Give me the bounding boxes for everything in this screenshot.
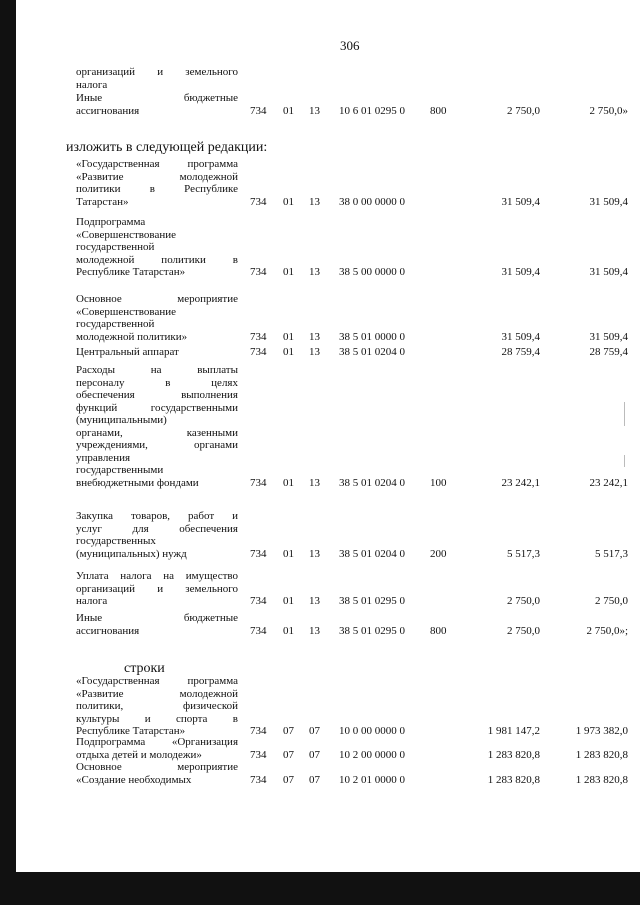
rz-cell: 01 — [283, 195, 294, 208]
row-name-line: государственными — [76, 464, 164, 476]
section-heading: изложить в следующей редакции: — [66, 140, 268, 155]
row-name-line: внебюджетными фондами — [76, 476, 199, 489]
sum-2017-cell: 31 509,4 — [589, 195, 628, 208]
pr-cell: 13 — [309, 476, 320, 489]
sum-2016-cell: 2 750,0 — [507, 624, 540, 637]
sum-2016-cell: 2 750,0 — [507, 104, 540, 117]
row-name-line: политики, физической — [76, 700, 238, 712]
csr-cell: 38 5 01 0204 0 — [339, 346, 405, 358]
sum-2016-cell: 1 283 820,8 — [487, 748, 540, 761]
row-name-line: молодежной политики в — [76, 253, 238, 266]
rz-cell: 01 — [283, 346, 294, 358]
row-name-line: органами, казенными — [76, 426, 238, 439]
table-row — [0, 66, 640, 91]
vr-cell: 100 — [430, 476, 447, 489]
sum-2016-cell: 28 759,4 — [501, 346, 540, 358]
table-row — [0, 364, 640, 489]
sum-2017-cell: 23 242,1 — [589, 476, 628, 489]
csr-cell: 10 6 01 0295 0 — [339, 104, 405, 117]
table-row — [0, 293, 640, 343]
row-name-line: ассигнования — [76, 104, 140, 117]
row-name-line: Центральный аппарат — [76, 346, 179, 358]
rz-cell: 07 — [283, 748, 294, 761]
csr-cell: 38 5 01 0204 0 — [339, 476, 405, 489]
vr-cell: 200 — [430, 547, 447, 560]
row-name-line: ассигнования — [76, 624, 140, 637]
row-name-line: (муниципальных) нужд — [76, 547, 187, 560]
pr-cell: 13 — [309, 266, 320, 278]
row-name — [76, 612, 238, 637]
ved-cell: 734 — [250, 624, 267, 637]
vr-cell: 800 — [430, 104, 447, 117]
rz-cell: 01 — [283, 595, 294, 607]
row-name-line: Подпрограмма — [76, 216, 146, 228]
sum-2016-cell: 1 981 147,2 — [487, 725, 540, 737]
table-row — [0, 612, 640, 637]
row-name-line: Основное мероприятие — [76, 761, 238, 773]
csr-cell: 10 2 00 0000 0 — [339, 748, 405, 761]
row-name-line: Татарстан» — [76, 195, 129, 208]
row-name-line: персоналу в целях — [76, 376, 238, 389]
sum-2016-cell: 31 509,4 — [501, 330, 540, 343]
row-name-line: Подпрограмма «Организация — [76, 736, 238, 748]
sum-2017-cell: 2 750,0 — [595, 595, 628, 607]
row-name-line: молодежной политики» — [76, 330, 188, 343]
table-row — [0, 510, 640, 560]
row-name-line: Уплата налога на имущество — [76, 570, 238, 582]
pr-cell: 07 — [309, 773, 320, 786]
rz-cell: 01 — [283, 330, 294, 343]
ved-cell: 734 — [250, 725, 267, 737]
row-name-line: политики в Республике — [76, 183, 238, 195]
row-name-line: «Развитие молодежной — [76, 687, 238, 700]
sum-2017-cell: 1 283 820,8 — [575, 773, 628, 786]
ved-cell: 734 — [250, 346, 267, 358]
row-name-line: учреждениями, органами — [76, 439, 238, 451]
scan-edge-bottom — [0, 872, 640, 905]
row-name-line: Иные бюджетные — [76, 92, 238, 104]
ved-cell: 734 — [250, 595, 267, 607]
pr-cell: 13 — [309, 330, 320, 343]
row-name-line: услуг для обеспечения — [76, 522, 238, 535]
ved-cell: 734 — [250, 195, 267, 208]
rz-cell: 01 — [283, 547, 294, 560]
row-name-line: Основное мероприятие — [76, 293, 238, 305]
sum-2016-cell: 1 283 820,8 — [487, 773, 540, 786]
row-name-line: Республике Татарстан» — [76, 725, 186, 737]
ved-cell: 734 — [250, 547, 267, 560]
row-name-line: культуры и спорта в — [76, 712, 238, 725]
row-name-line: Республике Татарстан» — [76, 266, 186, 278]
row-name-line: отдыха детей и молодежи» — [76, 748, 202, 761]
sum-2016-cell: 5 517,3 — [507, 547, 540, 560]
sum-2017-cell: 1 283 820,8 — [575, 748, 628, 761]
row-name — [76, 510, 238, 560]
row-name-line: (муниципальными) — [76, 414, 167, 426]
row-name — [76, 675, 238, 738]
sum-2017-cell: 2 750,0»; — [586, 624, 628, 637]
row-name — [76, 66, 238, 91]
rz-cell: 01 — [283, 266, 294, 278]
sum-2017-cell: 31 509,4 — [589, 266, 628, 278]
row-name — [76, 158, 238, 208]
csr-cell: 38 5 01 0295 0 — [339, 595, 405, 607]
row-name-line: «Создание необходимых — [76, 773, 192, 786]
table-row — [0, 158, 640, 208]
row-name-line: налога — [76, 78, 108, 91]
pr-cell: 13 — [309, 547, 320, 560]
row-name-line: Закупка товаров, работ и — [76, 510, 238, 522]
sum-2017-cell: 2 750,0» — [589, 104, 628, 117]
row-name-line: «Развитие молодежной — [76, 170, 238, 183]
row-name — [76, 736, 238, 761]
rz-cell: 01 — [283, 476, 294, 489]
row-name-line: обеспечения выполнения — [76, 389, 238, 401]
row-name-line: организаций и земельного — [76, 66, 238, 78]
section-heading: строки — [124, 661, 165, 676]
sum-2017-cell: 5 517,3 — [595, 547, 628, 560]
ved-cell: 734 — [250, 330, 267, 343]
table-row — [0, 761, 640, 786]
row-name-line: Иные бюджетные — [76, 612, 238, 624]
row-name-line: «Государственная программа — [76, 675, 238, 687]
csr-cell: 38 5 01 0295 0 — [339, 624, 405, 637]
rz-cell: 07 — [283, 725, 294, 737]
row-name-line: налога — [76, 595, 108, 607]
table-row — [0, 216, 640, 279]
sum-2016-cell: 2 750,0 — [507, 595, 540, 607]
ved-cell: 734 — [250, 773, 267, 786]
row-name-line: Расходы на выплаты — [76, 364, 238, 376]
pr-cell: 13 — [309, 104, 320, 117]
row-name-line: «Совершенствование — [76, 228, 176, 241]
table-row — [0, 92, 640, 117]
table-row — [0, 570, 640, 608]
row-name-line: «Совершенствование — [76, 305, 176, 318]
pr-cell: 13 — [309, 595, 320, 607]
ved-cell: 734 — [250, 266, 267, 278]
sum-2017-cell: 28 759,4 — [589, 346, 628, 358]
sum-2017-cell: 31 509,4 — [589, 330, 628, 343]
pr-cell: 07 — [309, 725, 320, 737]
sum-2017-cell: 1 973 382,0 — [575, 725, 628, 737]
ved-cell: 734 — [250, 104, 267, 117]
pr-cell: 13 — [309, 624, 320, 637]
row-name-line: организаций и земельного — [76, 582, 238, 595]
rz-cell: 01 — [283, 104, 294, 117]
page-number: 306 — [340, 38, 360, 53]
row-name — [76, 570, 238, 608]
csr-cell: 38 5 00 0000 0 — [339, 266, 405, 278]
csr-cell: 10 0 00 0000 0 — [339, 725, 405, 737]
table-row — [0, 346, 640, 359]
csr-cell: 38 5 01 0204 0 — [339, 547, 405, 560]
csr-cell: 38 5 01 0000 0 — [339, 330, 405, 343]
pr-cell: 07 — [309, 748, 320, 761]
ved-cell: 734 — [250, 748, 267, 761]
sum-2016-cell: 23 242,1 — [501, 476, 540, 489]
table-row — [0, 675, 640, 738]
row-name — [76, 293, 238, 343]
row-name-line: «Государственная программа — [76, 158, 238, 170]
row-name-line: государственной — [76, 241, 155, 253]
row-name — [76, 92, 238, 117]
row-name — [76, 364, 238, 489]
row-name-line: функций государственными — [76, 401, 238, 414]
row-name — [76, 346, 238, 359]
row-name — [76, 761, 238, 786]
ved-cell: 734 — [250, 476, 267, 489]
csr-cell: 38 0 00 0000 0 — [339, 195, 405, 208]
row-name-line: управления — [76, 451, 131, 464]
pr-cell: 13 — [309, 346, 320, 358]
row-name-line: государственной — [76, 318, 155, 330]
sum-2016-cell: 31 509,4 — [501, 266, 540, 278]
rz-cell: 01 — [283, 624, 294, 637]
sum-2016-cell: 31 509,4 — [501, 195, 540, 208]
rz-cell: 07 — [283, 773, 294, 786]
csr-cell: 10 2 01 0000 0 — [339, 773, 405, 786]
vr-cell: 800 — [430, 624, 447, 637]
row-name — [76, 216, 238, 279]
table-row — [0, 736, 640, 761]
row-name-line: государственных — [76, 535, 156, 547]
pr-cell: 13 — [309, 195, 320, 208]
